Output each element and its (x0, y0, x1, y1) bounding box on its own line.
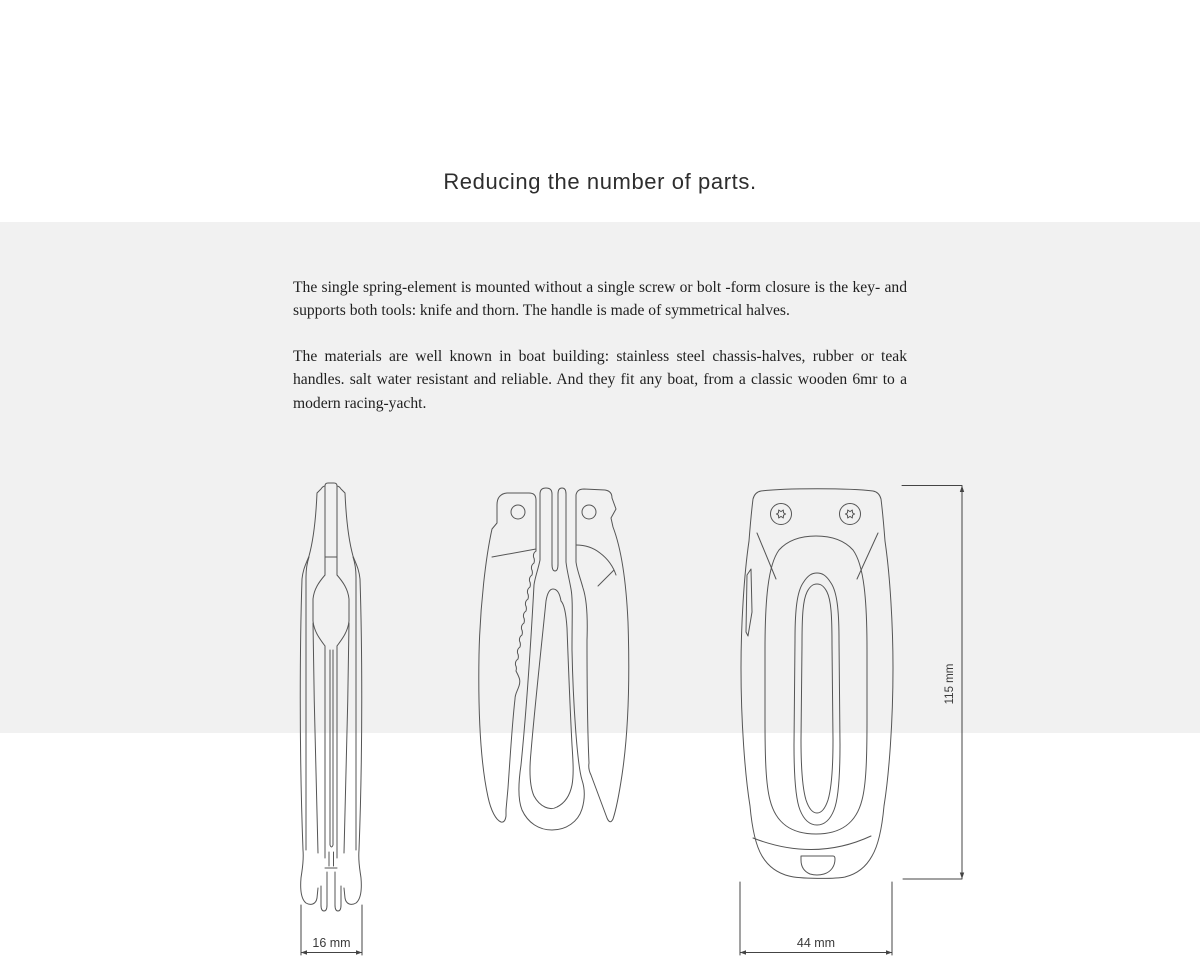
technical-drawings-svg (280, 470, 980, 957)
torx-screw-left (771, 504, 792, 525)
front-view-drawing (740, 486, 964, 956)
body-paragraph-2: The materials are well known in boat building: stainless steel chassis-halves, rubber or teak handles. salt water resistant and reliable. And they fit any boat, from a classic wooden 6mr to a modern racing-yacht. (293, 347, 907, 412)
side-view-drawing (300, 483, 362, 955)
page-title: Reducing the number of parts. (443, 169, 757, 194)
dimension-label-44mm: 44 mm (796, 936, 836, 950)
body-paragraph-1: The single spring-element is mounted without a single screw or bolt -form closure is the key- and supports both tools: knife and thorn. The handle is made of symmetrical halves. (293, 279, 907, 320)
article-text (293, 276, 907, 437)
dimension-label-115mm: 115 mm (944, 663, 956, 705)
internal-view-drawing (479, 488, 629, 830)
dimension-label-16mm: 16 mm (312, 936, 351, 950)
torx-screw-right (840, 504, 861, 525)
